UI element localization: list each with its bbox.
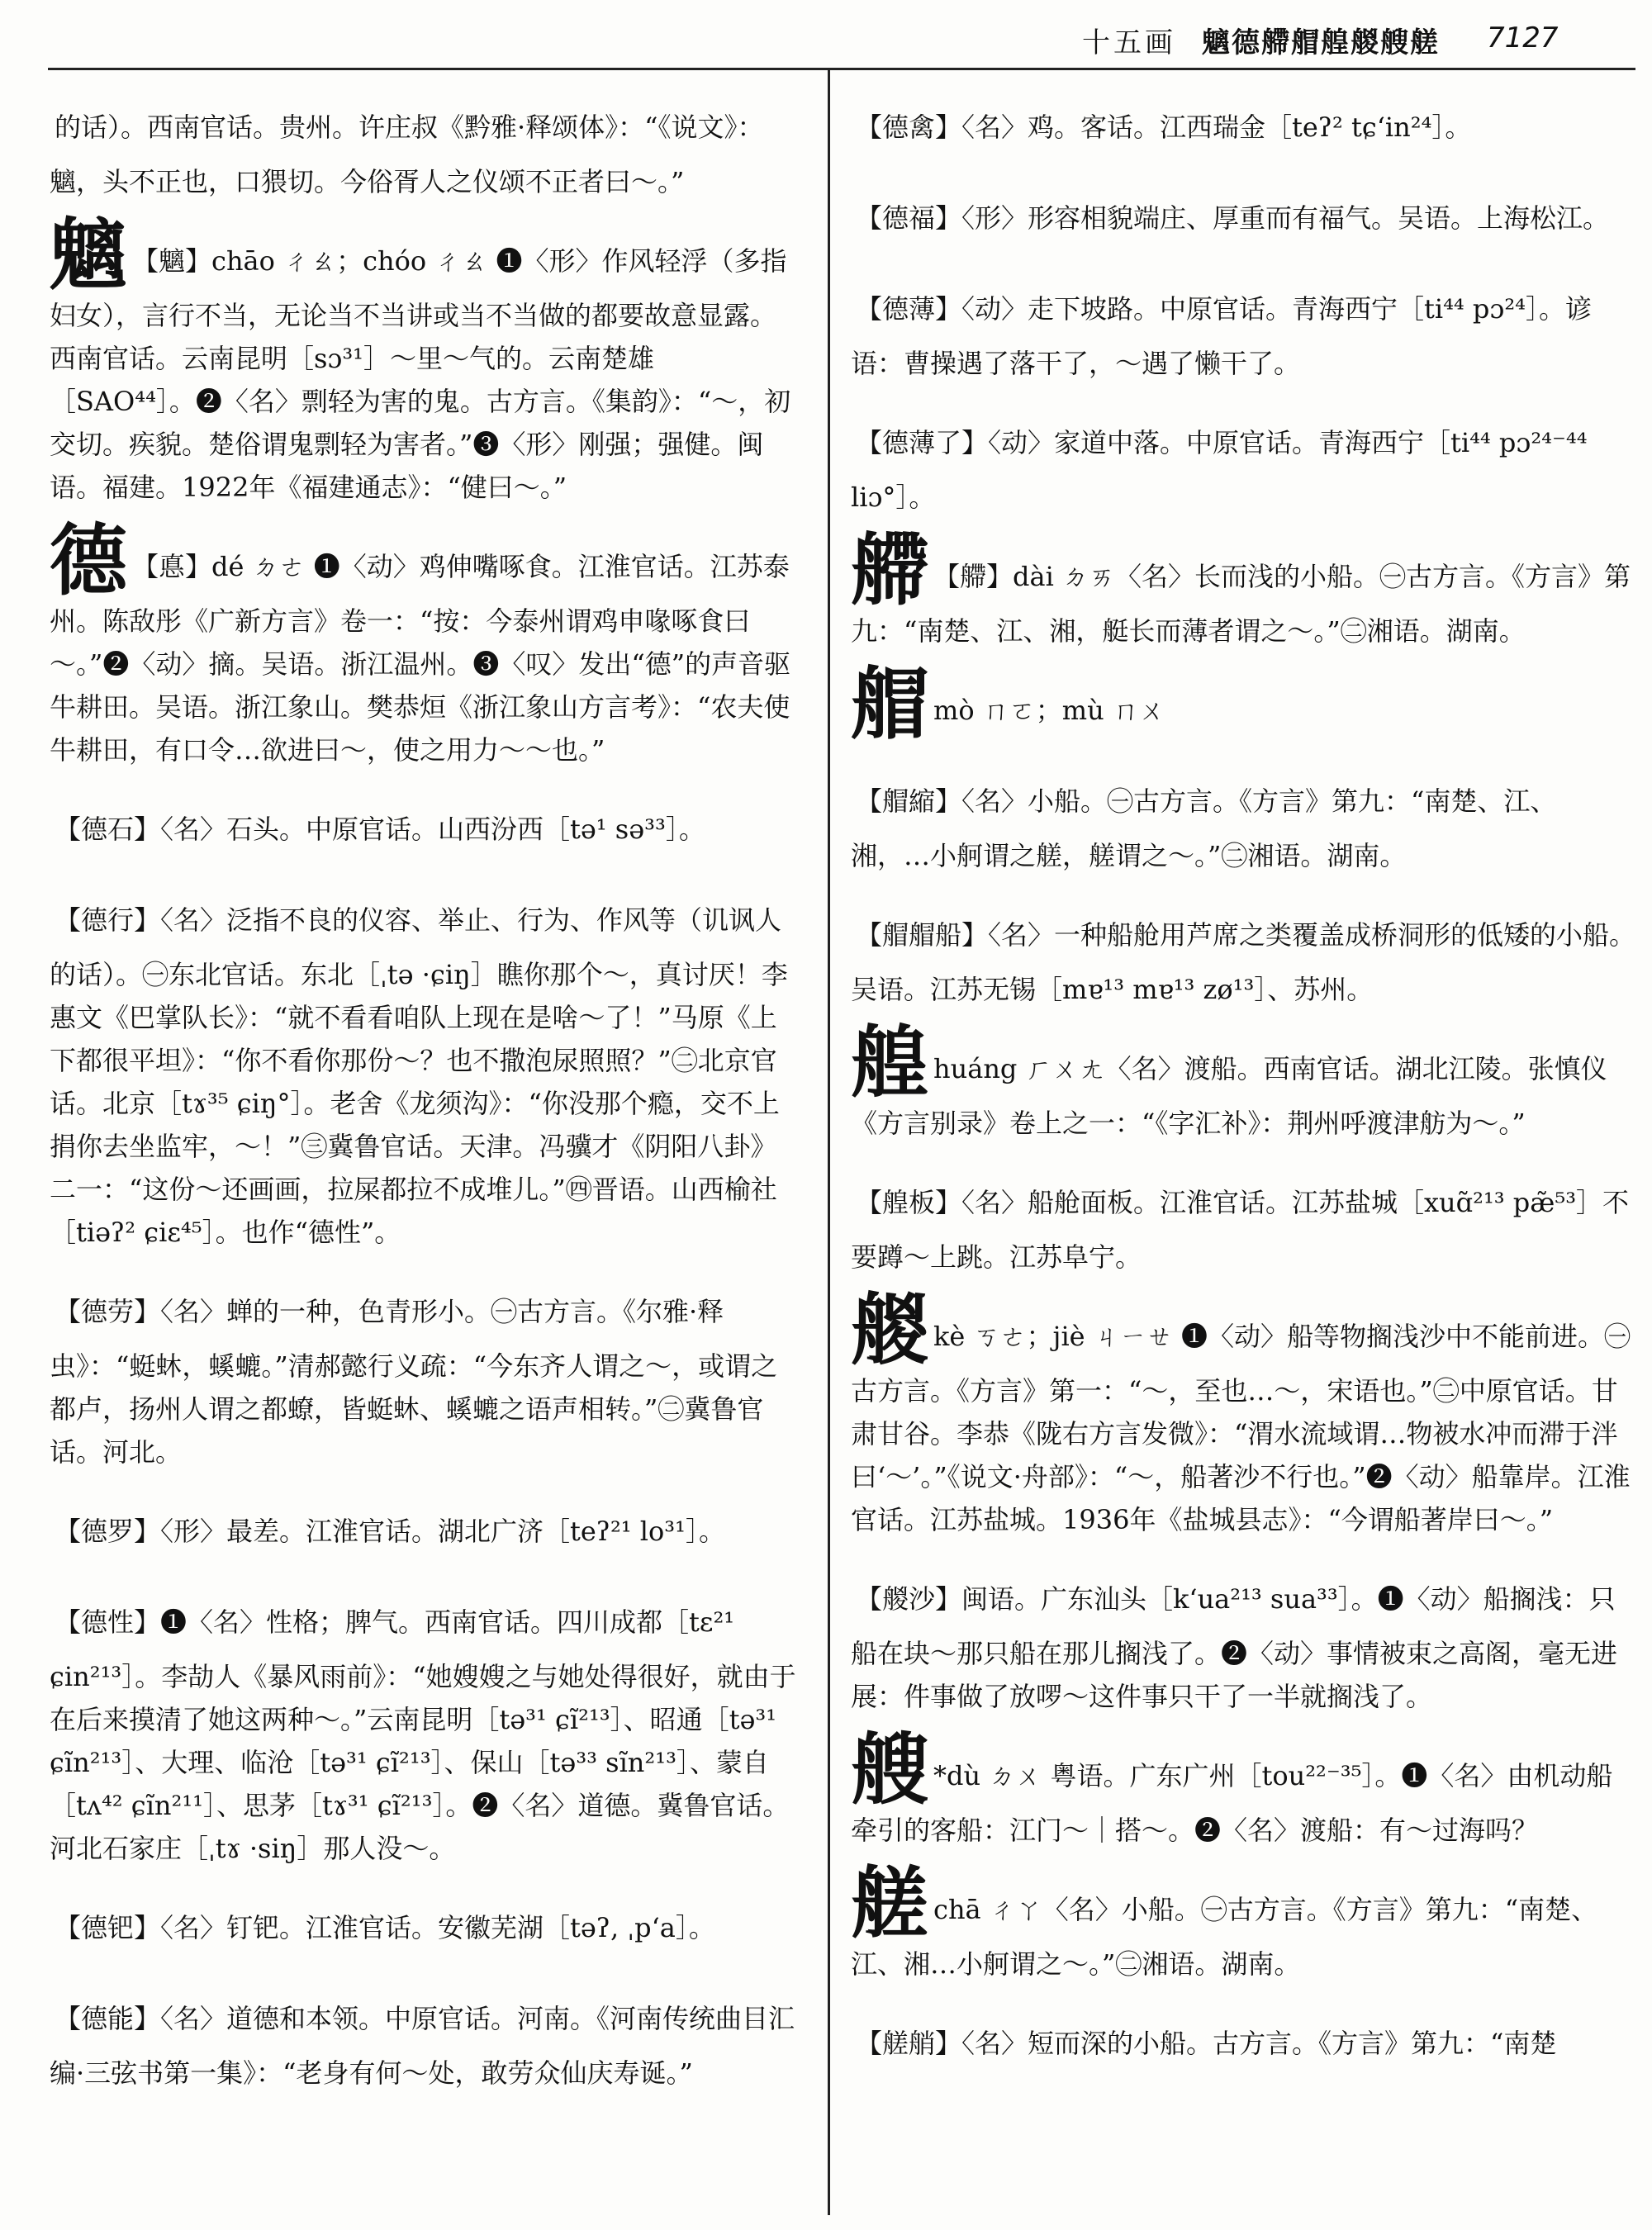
entry-text: 【德石】〈名〉石头。中原官话。山西汾西［tə¹ sə³³］。 [55, 814, 705, 845]
entry-text: 【艒艒船】〈名〉一种船舱用芦席之类覆盖成桥洞形的低矮的小船。吴语。江苏无锡［mɐ¹³ mɐ¹³ zø¹³］、苏州。 [851, 919, 1636, 1005]
entry-text: 【艖艄】〈名〉短而深的小船。古方言。《方言》第九：“南楚 [856, 2028, 1557, 2059]
entry-text: 【德薄了】〈动〉家道中落。中原官话。青海西宁［ti⁴⁴ pɔ²⁴⁻⁴⁴ liɔ°］。 [851, 427, 1588, 513]
dictionary-entry [50, 1974, 797, 2095]
entry-text: 【德罗】〈形〉最差。江淮官话。湖北广济［teʔ²¹ lo³¹］。 [55, 1516, 725, 1547]
dictionary-entry [851, 264, 1635, 385]
dictionary-entry [851, 525, 1635, 652]
dictionary-entry [50, 210, 797, 509]
entry-text: 【德行】〈名〉泛指不良的仪容、举止、行为、作风等（讥讽人的话）。㊀东北官话。东北［ˌtə ·ɕiŋ］瞧你那个～，真讨厌！李惠文《巴掌队长》：“就不看看咱队上现在是啥～了！”马原《上下都很平坦》：“你不看你那份～？也不撒泡尿照照？”㊁北京官话。北京［tɤ³⁵ ɕiŋ°］。老舍《龙须沟》：“你没那个瘾，交不上捐你去坐监牢，～！”㊂冀鲁官话。天津。冯骥才《阴阳八卦》二一：“这份～还画画，拉屎都拉不成堆儿。”㊃晋语。山西榆社［tiəʔ² ɕiɛ⁴⁵］。也作“德性”。 [50, 904, 788, 1248]
top-rule [48, 68, 1635, 70]
entry-text: *dù ㄉㄨ 粤语。广东广州［tou²²⁻³⁵］。❶〈名〉由机动船牵引的客船：江门～｜搭～。❷〈名〉渡船：有～过海吗？ [851, 1760, 1613, 1846]
dictionary-entry [50, 1883, 797, 1961]
right-column [851, 83, 1635, 2213]
entry-text: 【魑】chāo ㄔㄠ；chóo ㄔㄠ ❶〈形〉作风轻浮（多指妇女），言行不当，无论当不当讲或当不当做的都要故意显露。西南官话。云南昆明［sɔ³¹］～里～气的。云南楚雄［SAO⁴⁴］。❷〈名〉剽轻为害的鬼。古方言。《集韵》：“～，初交切。疾貌。楚俗谓鬼剽轻为害者。”❸〈形〉刚强；强健。闽语。福建。1922年《福建通志》：“健曰～。” [50, 245, 791, 503]
entry-text: 【德薄】〈动〉走下坡路。中原官话。青海西宁［ti⁴⁴ pɔ²⁴］。谚语：曹操遇了落干了，～遇了懒干了。 [851, 293, 1592, 379]
entry-headword: 艐 [851, 1285, 929, 1376]
dictionary-entry [50, 1267, 797, 1473]
entry-text: huáng ㄏㄨㄤ〈名〉渡船。西南官话。湖北江陵。张慎仪《方言别录》卷上之一：“《字汇补》：荆州呼渡津舫为～。” [851, 1053, 1607, 1139]
dictionary-entry [851, 1158, 1635, 1279]
entry-headword: 艎 [851, 1018, 929, 1108]
dictionary-entry [851, 83, 1635, 160]
dictionary-entry [851, 890, 1635, 1011]
left-column [50, 83, 797, 2213]
dictionary-entry [851, 173, 1635, 251]
dictionary-entry [50, 1578, 797, 1870]
dictionary-entry [50, 1487, 797, 1564]
entry-text: mò ㄇㄛ；mù ㄇㄨ [933, 695, 1165, 726]
entry-text: 【德劳】〈名〉蝉的一种，色青形小。㊀古方言。《尔雅·释虫》：“蜓蚞，螇螰。”清郝懿行义疏：“今东齐人谓之～，或谓之都卢，扬州人谓之都蟟，皆蜓蚞、螇螰之语声相转。”㊁冀鲁官话。河北。 [50, 1296, 778, 1468]
entry-text: 【德能】〈名〉道德和本领。中原官话。河南。《河南传统曲目汇编·三弦书第一集》：“老身有何～处，敢劳众仙庆寿诞。” [50, 2003, 795, 2089]
stroke-count-label: 十五画 [1082, 26, 1176, 59]
dictionary-entry [851, 1999, 1635, 2076]
entry-text: 的话）。西南官话。贵州。许庄叔《黔雅·释颂体》：“《说文》：魑，头不正也，口猥切。今俗胥人之仪颂不正者曰～。” [50, 112, 764, 197]
dictionary-entry [50, 83, 797, 203]
dictionary-entry [851, 1725, 1635, 1852]
dictionary-entry [851, 659, 1635, 750]
entry-text: 【艐沙】闽语。广东汕头［kʻua²¹³ sua³³］。❶〈动〉船搁浅：只船在块～那只船在那儿搁浅了。❷〈动〉事情被束之高阁，毫无进展：件事做了放啰～这件事只干了一半就搁浅了。 [851, 1583, 1618, 1712]
entry-text: 【艜】dài ㄉㄞ〈名〉长而浅的小船。㊀古方言。《方言》第九：“南楚、江、湘，艇长而薄者谓之～。”㊁湘语。湖南。 [851, 561, 1631, 647]
dictionary-entry [50, 515, 797, 771]
entry-headword: 艘 [851, 1725, 929, 1815]
page-number: 7127 [1487, 21, 1559, 55]
entry-text: 【德性】❶〈名〉性格；脾气。西南官话。四川成都［tɛ²¹ ɕin²¹³］。李劼人《暴风雨前》：“她嫂嫂之与她处得很好，就由于在后来摸清了她这两种～。”云南昆明［tə³¹ ɕĩ²¹³］、昭通［tə³¹ ɕĩn²¹³］、大理、临沧［tə³¹ ɕĩ²¹³］、保山［tə³³ sĩn²¹³］、蒙自［tʌ⁴² ɕĩn²¹¹］、思茅［tɤ³¹ ɕĩ²¹³］。❷〈名〉道德。冀鲁官话。河北石家庄［ˌtɤ ·siŋ］那人没～。 [50, 1606, 796, 1864]
page-header [0, 18, 1652, 59]
header-characters: 魑德艜艒艎艐艘艖 [1202, 26, 1440, 59]
entry-text: 【德福】〈形〉形容相貌端庄、厚重而有福气。吴语。上海松江。 [856, 202, 1610, 234]
entry-text: 【悳】dé ㄉㄜ ❶〈动〉鸡伸嘴啄食。江淮官话。江苏泰州。陈敌彤《广新方言》卷一：“按：今泰州谓鸡申喙啄食曰～。”❷〈动〉摘。吴语。浙江温州。❸〈叹〉发出“德”的声音驱牛耕田。吴语。浙江象山。樊恭烜《浙江象山方言考》：“农夫使牛耕田，有口令…欲进曰～，使之用力～～也。” [50, 551, 791, 766]
entry-headword: 艒 [851, 659, 929, 750]
entry-headword: 艖 [851, 1858, 929, 1949]
dictionary-entry [50, 785, 797, 862]
dictionary-entry [851, 1554, 1635, 1718]
dictionary-entry [851, 1018, 1635, 1145]
entry-text: kè ㄎㄜ；jiè ㄐㄧㄝ ❶〈动〉船等物搁浅沙中不能前进。㊀古方言。《方言》第一：“～，至也…～，宋语也。”㊁中原官话。甘肃甘谷。李恭《陇右方言发微》：“渭水流域谓…物被水冲而滞于泮曰‘～’。”《说文·舟部》：“～，船著沙不行也。”❷〈动〉船靠岸。江淮官话。江苏盐城。1936年《盐城县志》：“今谓船著岸曰～。” [851, 1321, 1631, 1535]
entry-text: 【艒縮】〈名〉小船。㊀古方言。《方言》第九：“南楚、江、湘，…小舸谓之艖，艖谓之～。”㊁湘语。湖南。 [851, 785, 1557, 871]
entry-text: 【德钯】〈名〉钉钯。江淮官话。安徽芜湖［təʔ, ˌpʻa］。 [55, 1912, 715, 1943]
dictionary-entry [851, 1285, 1635, 1541]
entry-headword: 魑 [50, 210, 128, 301]
column-divider [828, 68, 830, 2215]
entry-headword: 艜 [851, 525, 929, 616]
dictionary-entry [851, 757, 1635, 877]
dictionary-entry [851, 398, 1635, 519]
entry-text: 【艎板】〈名〉船舱面板。江淮官话。江苏盐城［xuɑ̃²¹³ pæ̃⁵³］不要蹲～上跳。江苏阜宁。 [851, 1187, 1630, 1273]
entry-headword: 德 [50, 515, 128, 606]
entry-text: chā ㄔㄚ〈名〉小船。㊀古方言。《方言》第九：“南楚、江、湘…小舸谓之～。”㊁湘语。湖南。 [851, 1894, 1598, 1980]
dictionary-entry [50, 875, 797, 1254]
entry-text: 【德禽】〈名〉鸡。客话。江西瑞金［teʔ² tɕʻin²⁴］。 [856, 112, 1472, 143]
dictionary-entry [851, 1858, 1635, 1986]
